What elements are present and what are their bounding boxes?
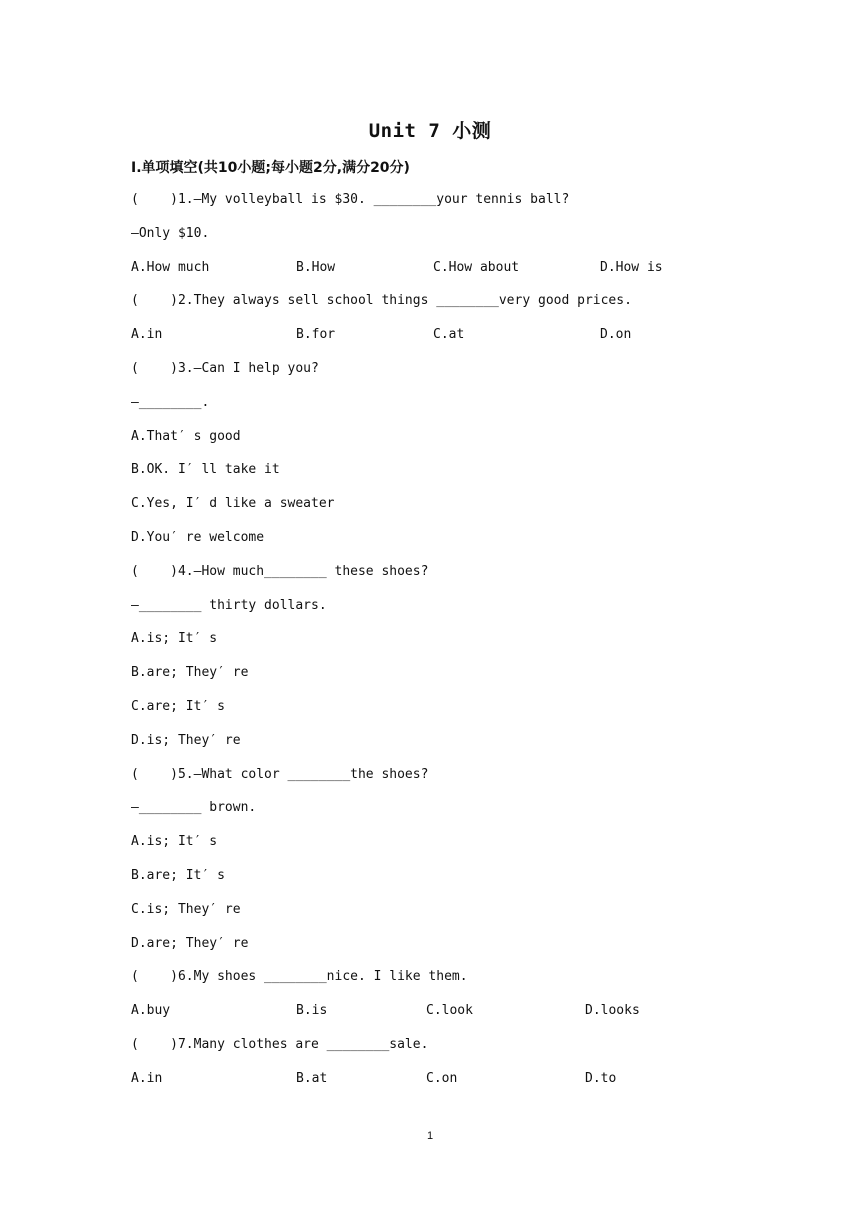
- question-7-option-d: D.to: [585, 1071, 617, 1086]
- question-1-option-c: C.How about: [433, 260, 520, 275]
- question-3-reply: —________.: [131, 395, 210, 410]
- question-2-option-a: A.in: [131, 327, 163, 342]
- question-6-option-c: C.look: [426, 1003, 473, 1018]
- question-7-option-a: A.in: [131, 1071, 163, 1086]
- question-5-option-b: B.are; It′ s: [131, 868, 225, 883]
- question-3-option-d: D.You′ re welcome: [131, 530, 265, 545]
- question-1-reply: —Only $10.: [131, 226, 210, 241]
- question-6-option-b: B.is: [296, 1003, 328, 1018]
- question-3-option-c: C.Yes, I′ d like a sweater: [131, 496, 335, 511]
- question-3-option-b: B.OK. I′ ll take it: [131, 462, 280, 477]
- question-1-option-a: A.How much: [131, 260, 210, 275]
- question-2-option-b: B.for: [296, 327, 336, 342]
- question-4-option-a: A.is; It′ s: [131, 631, 218, 646]
- question-1-option-d: D.How is: [600, 260, 663, 275]
- question-3-stem: ( )3.—Can I help you?: [131, 361, 319, 376]
- question-5-option-c: C.is; They′ re: [131, 902, 241, 917]
- page-number: 1: [426, 1130, 434, 1142]
- question-5-stem: ( )5.—What color ________the shoes?: [131, 767, 429, 782]
- question-5-reply: —________ brown.: [131, 800, 257, 815]
- question-3-option-a: A.That′ s good: [131, 429, 241, 444]
- question-4-reply: —________ thirty dollars.: [131, 598, 327, 613]
- question-7-option-c: C.on: [426, 1071, 458, 1086]
- question-6-stem: ( )6.My shoes ________nice. I like them.: [131, 969, 468, 984]
- question-7-stem: ( )7.Many clothes are ________sale.: [131, 1037, 429, 1052]
- question-1-stem: ( )1.—My volleyball is $30. ________your tennis ball?: [131, 192, 570, 207]
- question-2-stem: ( )2.They always sell school things ________very good prices.: [131, 293, 632, 308]
- question-4-option-d: D.is; They′ re: [131, 733, 241, 748]
- question-5-option-d: D.are; They′ re: [131, 936, 249, 951]
- question-2-option-c: C.at: [433, 327, 465, 342]
- question-4-stem: ( )4.—How much________ these shoes?: [131, 564, 429, 579]
- question-7-option-b: B.at: [296, 1071, 328, 1086]
- section-heading: Ⅰ.单项填空(共10小题;每小题2分,满分20分): [131, 160, 410, 176]
- question-4-option-c: C.are; It′ s: [131, 699, 225, 714]
- page-title: Unit 7 小测: [368, 120, 492, 142]
- question-4-option-b: B.are; They′ re: [131, 665, 249, 680]
- question-2-option-d: D.on: [600, 327, 632, 342]
- question-1-option-b: B.How: [296, 260, 336, 275]
- question-6-option-d: D.looks: [585, 1003, 640, 1018]
- question-5-option-a: A.is; It′ s: [131, 834, 218, 849]
- question-6-option-a: A.buy: [131, 1003, 171, 1018]
